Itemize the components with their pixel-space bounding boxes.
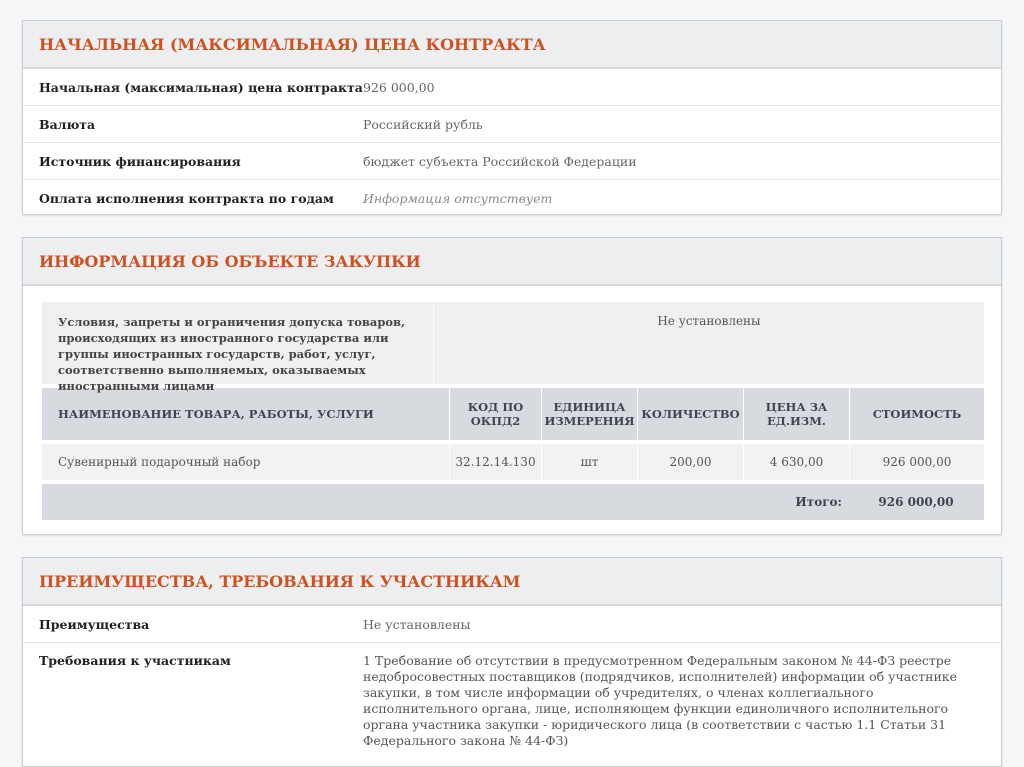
price-panel (22, 20, 1002, 215)
col-price-header: ЦЕНА ЗА ЕД.ИЗМ. (744, 388, 850, 440)
price-panel-header (23, 21, 1001, 69)
payment-by-year-value: Информация отсутствует (363, 190, 553, 206)
col-qty-header: КОЛИЧЕСТВО (638, 388, 744, 440)
total-row (42, 484, 984, 520)
advantages-value: Не установлены (363, 616, 471, 632)
col-unit-header: ЕДИНИЦА ИЗМЕРЕНИЯ (542, 388, 638, 440)
total-value: 926 000,00 (878, 495, 954, 509)
price-row (23, 69, 1001, 106)
payment-by-year-row (23, 180, 1001, 216)
conditions-row (42, 302, 984, 393)
currency-row (23, 106, 1001, 143)
funding-label: Источник финансирования (39, 153, 241, 169)
participants-panel (22, 557, 1002, 767)
col-cost-header: СТОИМОСТЬ (872, 407, 962, 421)
currency-label: Валюта (39, 116, 96, 132)
item-code: 32.12.14.130 (450, 444, 542, 480)
requirements-row (23, 643, 1001, 757)
object-panel-header (23, 238, 1001, 286)
requirements-value: 1 Требование об отсутствии в предусмотренном Федеральным законом № 44-ФЗ реестре недобросовестных поставщиков (подрядчиков, исполнителей) информации об участнике закупки, в том числе информации об учредителях, о членах коллегиального исполнительного органа, лице, исполняющем функции единоличного исполнительного органа участника закупки - юридического лица (в соответствии с частью 1.1 Статьи 31 Федерального закона № 44-ФЗ) (363, 653, 958, 748)
advantages-label: Преимущества (39, 616, 150, 632)
object-table (42, 302, 984, 520)
item-price: 4 630,00 (744, 444, 850, 480)
total-label: Итого: (795, 495, 842, 509)
payment-by-year-label: Оплата исполнения контракта по годам (39, 190, 334, 206)
price-details (23, 69, 1001, 216)
object-panel-title: ИНФОРМАЦИЯ ОБ ОБЪЕКТЕ ЗАКУПКИ (39, 251, 421, 271)
item-name: Сувенирный подарочный набор (42, 444, 450, 480)
advantages-row (23, 606, 1001, 643)
currency-value: Российский рубль (363, 116, 483, 132)
requirements-label: Требования к участникам (39, 653, 231, 668)
conditions-label: Условия, запреты и ограничения допуска товаров, происходящих из иностранного государства или группы иностранных государств, работ, услуг, соответственно выполняемых, оказываемых иностранными лицами (42, 302, 434, 384)
object-panel (22, 237, 1002, 535)
conditions-value: Не установлены (657, 314, 761, 328)
item-unit: шт (542, 444, 638, 480)
price-value: 926 000,00 (363, 79, 435, 95)
table-header-row (42, 388, 984, 440)
participants-panel-title: ПРЕИМУЩЕСТВА, ТРЕБОВАНИЯ К УЧАСТНИКАМ (39, 571, 521, 591)
funding-row (23, 143, 1001, 180)
table-row (42, 444, 984, 480)
item-qty: 200,00 (638, 444, 744, 480)
col-code-header: КОД ПО ОКПД2 (450, 388, 542, 440)
participants-panel-header (23, 558, 1001, 606)
item-cost: 926 000,00 (882, 455, 952, 469)
price-label: Начальная (максимальная) цена контракта (39, 79, 363, 95)
price-panel-title: НАЧАЛЬНАЯ (МАКСИМАЛЬНАЯ) ЦЕНА КОНТРАКТА (39, 34, 546, 54)
col-name-header: НАИМЕНОВАНИЕ ТОВАРА, РАБОТЫ, УСЛУГИ (42, 388, 450, 440)
funding-value: бюджет субъекта Российской Федерации (363, 153, 637, 169)
